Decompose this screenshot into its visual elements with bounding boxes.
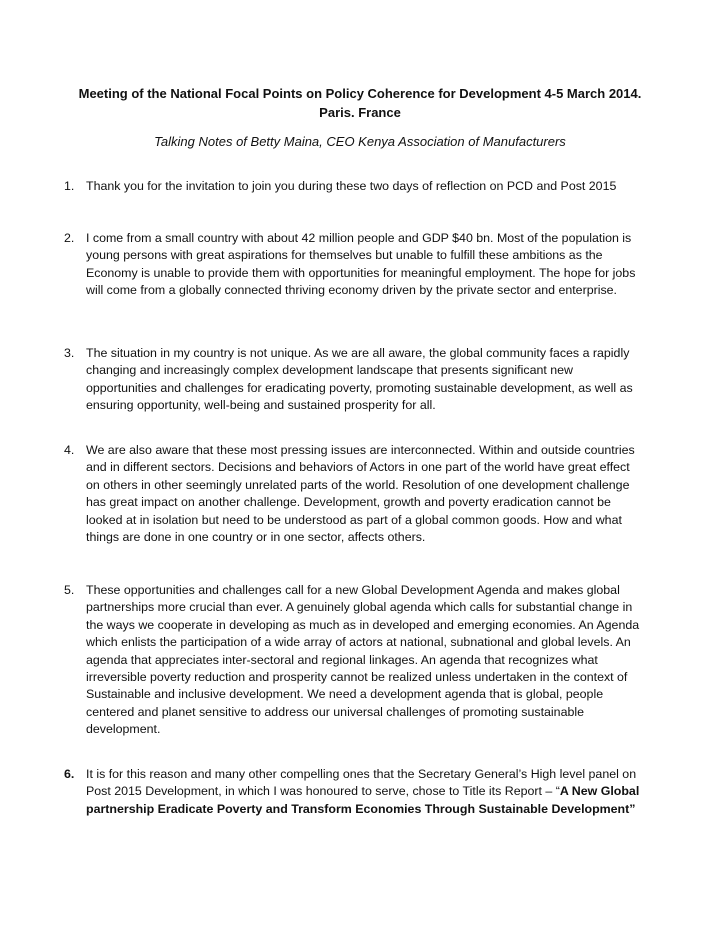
list-item-number: 6.: [64, 767, 75, 781]
list-item-text: The situation in my country is not unique. As we are all aware, the global community faces a rapidly changing and increasingly complex development landscape that presents significant new opportunities and challenges for eradicating poverty, promoting sustainable development, as well as ensuring opportunity, well-being and sustained prosperity for all.: [86, 346, 633, 413]
list-item-number: 4.: [64, 443, 75, 457]
list-item: [64, 442, 646, 546]
list-item: [64, 766, 646, 818]
list-item: [64, 178, 646, 195]
list-item-number: 3.: [64, 346, 75, 360]
document-title: [60, 84, 660, 122]
report-title-bold: A New Global partnership Eradicate Poverty and Transform Economies Through Sustainable Development”: [86, 784, 640, 816]
list-item: [64, 582, 646, 739]
list-item-text: These opportunities and challenges call for a new Global Development Agenda and makes global partnerships more crucial than ever. A genuinely global agenda which calls for substantial change in the ways we cooperate in developing as much as in developed and emerging economies. An Agenda which enlists the participation of a wide array of actors at national, subnational and global levels. An agenda that appreciates inter-sectoral and regional linkages. An agenda that recognizes what irreversible poverty reduction and prosperity cannot be realized unless undertaken in the context of Sustainable and inclusive development. We need a development agenda that is global, people centered and planet sensitive to address our universal challenges of promoting sustainable development.: [86, 583, 640, 737]
list-item-number: 5.: [64, 583, 75, 597]
list-item-number: 2.: [64, 231, 75, 245]
list-item: [64, 345, 646, 415]
title-line-1: Meeting of the National Focal Points on Policy Coherence for Development 4-5 March 2014.: [78, 86, 642, 101]
list-item-text: I come from a small country with about 42 million people and GDP $40 bn. Most of the population is young persons with great aspirations for themselves but unable to fulfill these ambitions as the Economy is unable to provide them with opportunities for meaningful employment. The hope for jobs will come from a globally connected thriving economy driven by the private sector and enterprise.: [86, 231, 636, 298]
list-item-number: 1.: [64, 179, 75, 193]
list-item: [64, 230, 646, 300]
list-item-text: We are also aware that these most pressing issues are interconnected. Within and outside countries and in different sectors. Decisions and behaviors of Actors in one part of the world have great effect on others in other seemingly unrelated parts of the world. Resolution of one development challenge has great impact on another challenge. Development, growth and poverty eradication cannot be looked at in isolation but need to be understood as part of a global common goods. How and what things are done in one country or in one sector, affects others.: [86, 443, 635, 545]
list-item-text: Thank you for the invitation to join you during these two days of reflection on PCD and Post 2015: [86, 179, 617, 193]
document-subtitle: Talking Notes of Betty Maina, CEO Kenya Association of Manufacturers: [154, 134, 566, 149]
list-item-text: It is for this reason and many other compelling ones that the Secretary General’s High level panel on Post 2015 Development, in which I was honoured to serve, chose to Title its Report – “: [86, 767, 637, 799]
title-line-2: Paris. France: [319, 105, 401, 120]
